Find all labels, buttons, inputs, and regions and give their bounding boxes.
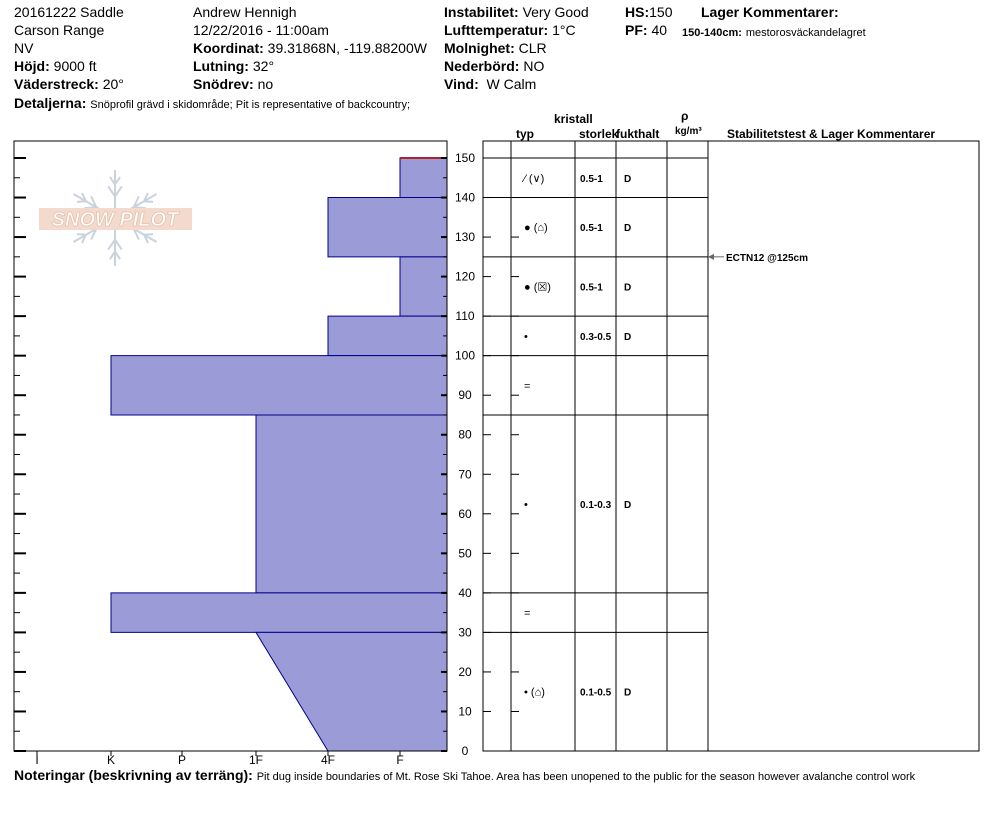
hardness-layer-0 bbox=[400, 158, 447, 198]
slope-label: Lutning: bbox=[193, 58, 249, 74]
air-temperature-label: Lufttemperatur: bbox=[444, 22, 549, 38]
crystal-type-header: typ bbox=[516, 127, 534, 141]
observation-datetime: 12/22/2016 - 11:00am bbox=[193, 22, 329, 38]
hardness-axis bbox=[35, 751, 403, 767]
foot-penetration-label: PF: bbox=[625, 22, 648, 38]
precipitation-value: NO bbox=[523, 58, 545, 74]
grain-type-0: ∕ (∨) bbox=[524, 172, 545, 185]
moisture-1: D bbox=[624, 223, 632, 235]
grain-type-6: = bbox=[524, 607, 531, 620]
height-label-40: 40 bbox=[458, 585, 472, 600]
layer-comments-heading: Lager Kommentarer: bbox=[701, 4, 839, 20]
details-label: Detaljerna: bbox=[14, 95, 87, 111]
aspect-value: 20° bbox=[102, 76, 124, 92]
hardness-layer-2 bbox=[400, 257, 447, 316]
state-name: NV bbox=[14, 40, 34, 56]
terrain-notes bbox=[14, 767, 994, 785]
elevation-value: 9000 ft bbox=[53, 58, 97, 74]
moisture-header: fukthalt bbox=[616, 127, 660, 141]
height-label-10: 10 bbox=[458, 704, 472, 719]
aspect-label: Väderstreck: bbox=[14, 76, 99, 92]
snowflake-branch-0-0-0 bbox=[108, 186, 115, 196]
observer-name: Andrew Hennigh bbox=[193, 4, 297, 20]
height-label-0: 0 bbox=[461, 744, 469, 758]
hardness-label-f: F bbox=[396, 753, 404, 767]
instability-value: Very Good bbox=[522, 4, 589, 20]
logo-text: SNOW PILOT bbox=[51, 209, 179, 231]
hardness-layer-3 bbox=[328, 316, 447, 356]
moisture-7: D bbox=[624, 687, 632, 699]
hardness-label-i: I bbox=[35, 753, 39, 767]
snowflake-branch-1-1-1 bbox=[144, 201, 153, 202]
moisture-3: D bbox=[624, 331, 632, 343]
density-symbol: ρ bbox=[681, 109, 689, 123]
height-label-20: 20 bbox=[458, 664, 472, 679]
snowflake-branch-4-1-1 bbox=[77, 234, 86, 235]
drift-label: Snödrev: bbox=[193, 76, 254, 92]
grain-type-2: ● (☒) bbox=[524, 281, 551, 294]
moisture-2: D bbox=[624, 282, 632, 294]
snowflake-branch-3-0-1 bbox=[108, 240, 115, 250]
height-label-80: 80 bbox=[458, 427, 472, 442]
hardness-label-4f: 4F bbox=[320, 753, 336, 767]
layer-table-frame bbox=[483, 141, 979, 751]
moisture-0: D bbox=[624, 173, 632, 185]
snowflake-branch-5-0-0 bbox=[84, 207, 96, 208]
hardness-layers bbox=[111, 158, 447, 751]
coordinates-value: 39.31868N, -119.88200W bbox=[267, 40, 427, 56]
instability-label: Instabilitet: bbox=[444, 4, 519, 20]
height-label-100: 100 bbox=[454, 348, 476, 363]
height-label-120: 120 bbox=[454, 269, 476, 284]
grain-type-5: • bbox=[524, 498, 528, 511]
hardness-layer-7 bbox=[256, 632, 447, 751]
coordinates-label: Koordinat: bbox=[193, 40, 264, 56]
grain-size-0: 0.5-1 bbox=[580, 173, 603, 185]
hardness-label-k: K bbox=[106, 753, 116, 767]
range-name: Carson Range bbox=[14, 22, 105, 38]
grain-type-3: • bbox=[524, 330, 528, 343]
grain-size-1: 0.5-1 bbox=[580, 223, 603, 235]
air-temperature-value: 1°C bbox=[552, 22, 576, 38]
height-label-150: 150 bbox=[454, 151, 476, 165]
height-label-140: 140 bbox=[454, 190, 476, 205]
height-label-130: 130 bbox=[454, 230, 476, 245]
layer-table-cells bbox=[521, 173, 631, 699]
terrain-notes-label: Noteringar (beskrivning av terräng): bbox=[14, 767, 253, 783]
height-label-50: 50 bbox=[458, 546, 472, 561]
height-label-110: 110 bbox=[455, 309, 475, 324]
height-label-90: 90 bbox=[458, 388, 472, 403]
details-value: Snöprofil grävd i skidområde; Pit is representative of backcountry; bbox=[90, 99, 411, 111]
grain-type-4: = bbox=[524, 380, 531, 393]
hardness-label-1f: 1F bbox=[248, 753, 264, 767]
grain-size-3: 0.3-0.5 bbox=[580, 331, 612, 343]
sky-cover-label: Molnighet: bbox=[444, 40, 515, 56]
hardness-layer-4 bbox=[111, 356, 447, 415]
wind-value: W Calm bbox=[486, 76, 537, 92]
drift-value: no bbox=[257, 76, 274, 92]
site-name: 20161222 Saddle bbox=[14, 4, 124, 20]
sky-cover-value: CLR bbox=[518, 40, 547, 56]
height-label-70: 70 bbox=[458, 467, 472, 482]
elevation-label: Höjd: bbox=[14, 58, 50, 74]
stability-test-marker bbox=[708, 253, 808, 264]
grain-size-7: 0.1-0.5 bbox=[580, 687, 612, 699]
terrain-notes-text: Pit dug inside boundaries of Mt. Rose Ski Tahoe. Area has been unopened to the public for the season however avalanche control work bbox=[256, 771, 916, 783]
moisture-5: D bbox=[624, 499, 632, 511]
hardness-layer-1 bbox=[328, 198, 447, 257]
density-unit: kg/m³ bbox=[675, 126, 702, 137]
slope-value: 32° bbox=[252, 58, 275, 74]
snowflake-branch-1-0-1 bbox=[134, 207, 146, 208]
precipitation-label: Nederbörd: bbox=[444, 58, 520, 74]
height-label-30: 30 bbox=[458, 625, 472, 640]
layer-comment-range: 150-140cm: bbox=[682, 27, 742, 39]
snow-height-value: 150 bbox=[649, 4, 673, 20]
height-label-60: 60 bbox=[458, 506, 472, 521]
hardness-layer-6 bbox=[111, 593, 447, 633]
foot-penetration-value: 40 bbox=[651, 22, 668, 38]
snowflake-branch-3-0-0 bbox=[115, 240, 122, 250]
snow-height-label: HS: bbox=[625, 4, 650, 20]
stability-header: Stabilitetstest & Lager Kommentarer bbox=[727, 127, 936, 141]
crystal-header: kristall bbox=[554, 112, 593, 126]
grain-type-1: ● (⌂) bbox=[524, 222, 548, 235]
hardness-label-p: P bbox=[177, 753, 187, 767]
wind-label: Vind: bbox=[444, 76, 479, 92]
snowflake-branch-5-1-0 bbox=[77, 201, 86, 202]
grain-size-2: 0.5-1 bbox=[580, 282, 603, 294]
grain-type-7: • (⌂) bbox=[524, 686, 545, 699]
arrow-left-icon bbox=[708, 254, 714, 260]
snowflake-branch-2-1-0 bbox=[144, 234, 153, 235]
layer-comment-text: mestorosväckandelagret bbox=[745, 27, 866, 39]
snowpilot-logo bbox=[39, 170, 192, 266]
grain-size-5: 0.1-0.3 bbox=[580, 499, 612, 511]
stability-test-label: ECTN12 @125cm bbox=[726, 252, 809, 264]
hardness-layer-5 bbox=[256, 415, 447, 593]
snowflake-branch-0-0-1 bbox=[115, 186, 122, 196]
crystal-size-header: storlek bbox=[579, 127, 619, 141]
